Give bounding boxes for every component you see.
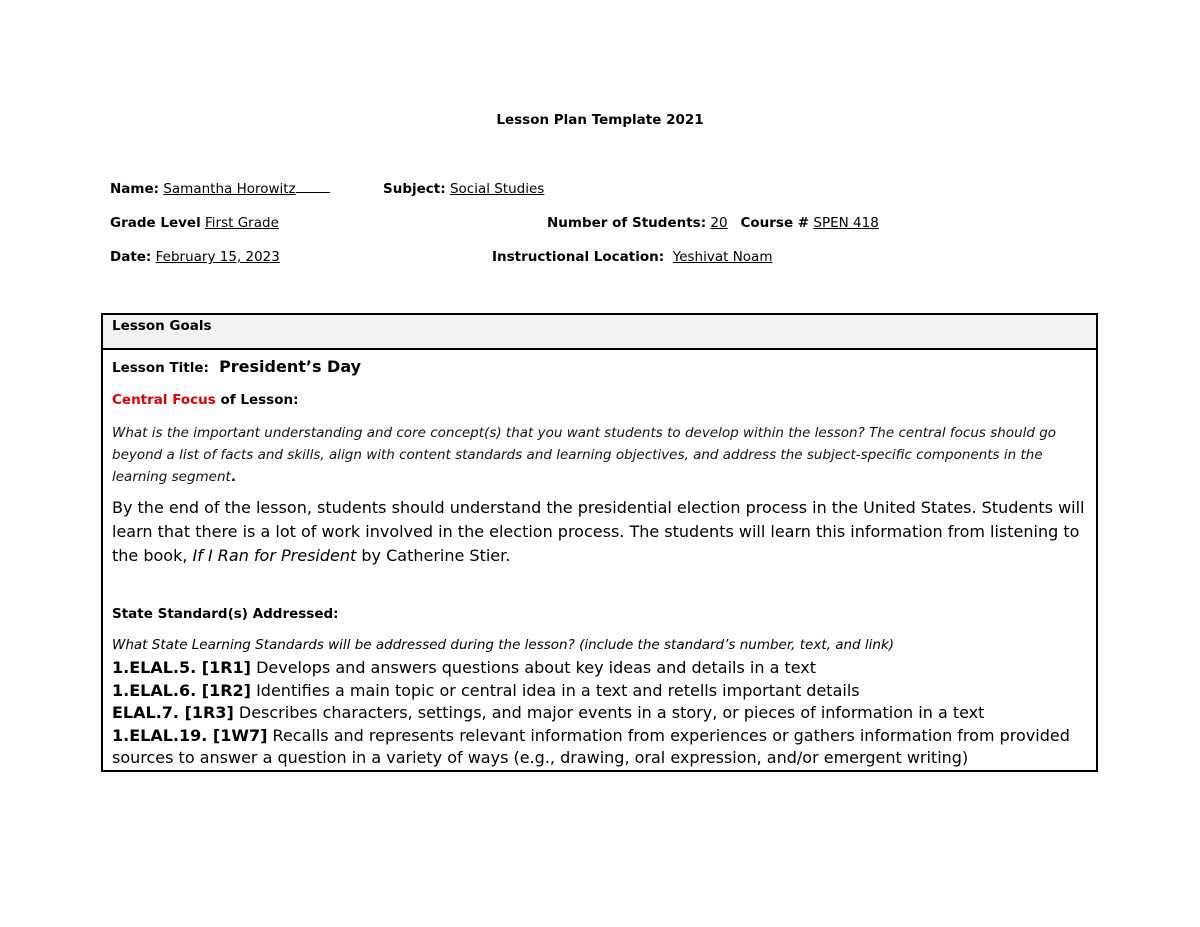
central-focus-prompt-text: What is the important understanding and core concept(s) that you want students to develop within the lesson? The central focus should go beyond a list of facts and skills, align with content standards and learning objectives, and address the subject-specific components in the learning segment: [112, 425, 1057, 485]
grade-value: First Grade: [205, 215, 279, 231]
central-focus-prompt-end: .: [230, 469, 236, 485]
central-focus-rest: of Lesson:: [220, 392, 299, 408]
standards-heading: State Standard(s) Addressed:: [112, 606, 339, 622]
central-focus-heading: [112, 390, 1086, 414]
grade-label: Grade Level: [110, 215, 201, 231]
subject-label: Subject:: [383, 181, 446, 197]
standards-prompt: What State Learning Standards will be addressed during the lesson? (include the standard’s number, text, and link): [112, 637, 895, 653]
standard-code: ELAL.7. [1R3]: [112, 703, 234, 722]
answer-book-title: If I Ran for President: [192, 546, 357, 565]
standard-item: [112, 657, 1086, 680]
location-label: Instructional Location:: [492, 249, 665, 265]
standard-code: 1.ELAL.5. [1R1]: [112, 658, 251, 677]
name-underline: [296, 192, 330, 193]
name-label: Name:: [110, 181, 160, 197]
answer-text-1: By the end of the lesson, students should understand the presidential election process in the United States. Students will learn that there is a lot of work involved in the election process. The students will learn this information from listening to the book,: [112, 498, 1085, 565]
lesson-title-value: President’s Day: [219, 357, 362, 376]
standard-code: 1.ELAL.19. [1W7]: [112, 725, 268, 745]
standard-item: [112, 725, 1086, 770]
students-value: 20: [710, 215, 728, 231]
answer-text-2: by Catherine Stier.: [361, 546, 511, 565]
central-focus-answer: [112, 496, 1086, 568]
date-label: Date:: [110, 249, 152, 265]
lesson-title-label: Lesson Title:: [112, 360, 209, 376]
lesson-title-row: [112, 355, 1086, 385]
lesson-goals-body: [103, 350, 1096, 770]
lesson-goals-header: Lesson Goals: [103, 315, 1096, 350]
students-label: Number of Students:: [547, 215, 707, 231]
standard-item: [112, 680, 1086, 703]
central-focus-highlight: Central Focus: [112, 392, 216, 408]
standards-list: [112, 657, 1086, 770]
course-value: SPEN 418: [813, 215, 879, 231]
standard-text: Develops and answers questions about key ideas and details in a text: [256, 658, 817, 677]
location-value: Yeshivat Noam: [672, 249, 773, 265]
date-field: [110, 249, 280, 265]
central-focus-prompt: [112, 422, 1086, 488]
grade-field: [110, 215, 279, 231]
name-value: Samantha Horowitz: [163, 181, 296, 197]
lesson-goals-table: [101, 313, 1098, 772]
standard-text: Recalls and represents relevant information from experiences or gathers information from provided sources to answer a question in a variety of ways (e.g., drawing, oral expression, and/or emergent writing): [112, 725, 1070, 767]
subject-value: Social Studies: [449, 181, 545, 197]
location-field: [492, 249, 772, 265]
name-field: [110, 181, 330, 197]
standard-text: Describes characters, settings, and major events in a story, or pieces of information in a text: [238, 703, 985, 722]
course-label: Course #: [740, 215, 810, 231]
document-title: Lesson Plan Template 2021: [496, 112, 704, 128]
standard-text: Identifies a main topic or central idea in a text and retells important details: [256, 680, 860, 700]
students-field: [547, 215, 879, 231]
standard-code: 1.ELAL.6. [1R2]: [112, 680, 251, 700]
date-value: February 15, 2023: [155, 249, 280, 265]
standard-item: [112, 702, 1086, 725]
subject-field: [383, 181, 544, 197]
